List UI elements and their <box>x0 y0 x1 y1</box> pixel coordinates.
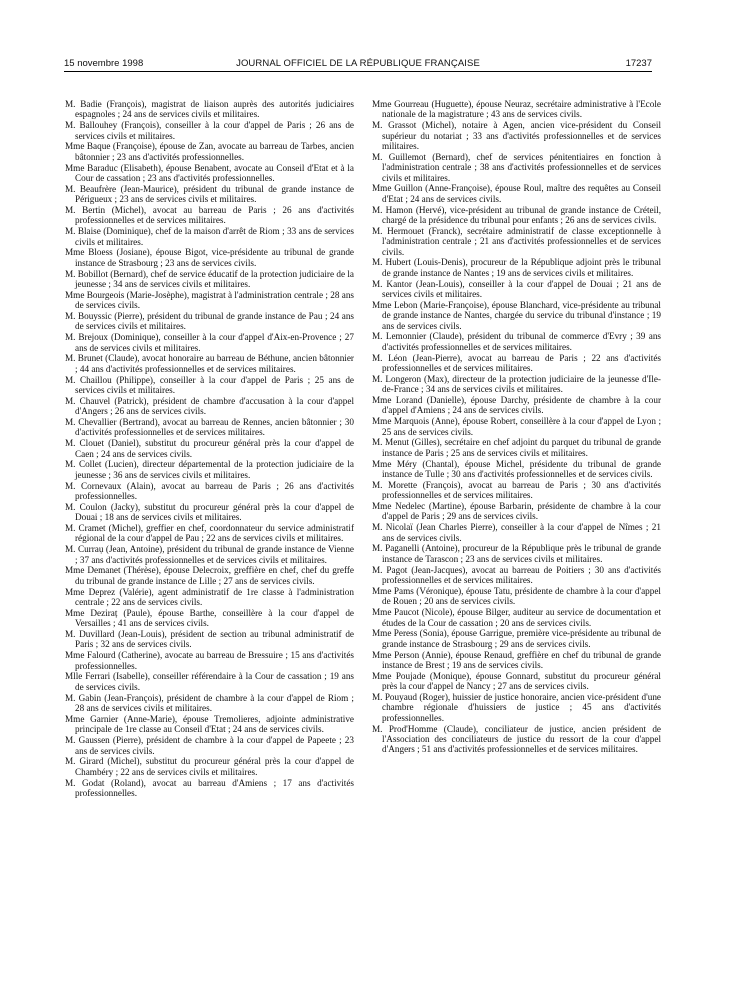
nomination-entry: M. Beaufrère (Jean-Maurice), président du tribunal de grande instance de Périgueux ; 23 ans de services civils et militaires. <box>65 183 354 205</box>
nomination-entry: Mme Demanet (Thérèse), épouse Delecroix, greffière en chef, chef du greffe du tribunal de grande instance de Lille ; 27 ans de services civils. <box>65 565 354 586</box>
nomination-entry: M. Guillemot (Bernard), chef de services pénitentiaires en fonction à l'administration centrale ; 38 ans d'activités professionnelles et de services civils et militaires. <box>372 151 661 183</box>
nomination-entry: Mme Falourd (Catherine), avocate au barreau de Bressuire ; 15 ans d'activités professionnelles. <box>65 650 354 671</box>
nomination-entry: Mme Méry (Chantal), épouse Michel, présidente du tribunal de grande instance de Tulle ; 30 ans d'activités professionnelles et de services civils. <box>372 458 661 480</box>
nomination-entry: Mme Person (Annie), épouse Renaud, greffière en chef du tribunal de grande instance de Brest ; 19 ans de services civils. <box>372 649 661 670</box>
nomination-entry: Mme Peress (Sonia), épouse Garrigue, première vice-présidente au tribunal de grande instance de Strasbourg ; 29 ans de services civils. <box>372 628 661 649</box>
nomination-entry: Mme Nedelec (Martine), épouse Barbarin, présidente de chambre à la cour d'appel de Paris ; 29 ans de services civils. <box>372 501 661 522</box>
page-header <box>64 56 652 72</box>
nomination-entry: Mme Pams (Véronique), épouse Tatu, présidente de chambre à la cour d'appel de Rouen ; 20 ans de services civils. <box>372 585 661 607</box>
nomination-entry: Mme Lebon (Marie-Françoise), épouse Blanchard, vice-présidente au tribunal de grande instance de Nantes, chargée du service du tribunal d'instance ; 19 ans de services civils. <box>372 299 661 331</box>
nomination-entry: Mme Poujade (Monique), épouse Gonnard, substitut du procureur général près la cour d'appel de Nancy ; 27 ans de services civils. <box>372 670 661 692</box>
nomination-entry: M. Chauvel (Patrick), président de chambre d'accusation à la cour d'appel d'Angers ; 26 ans de services civils. <box>65 395 354 417</box>
nomination-entry: M. Longeron (Max), directeur de la protection judiciaire de la jeunesse d'Ile-de-France ; 34 ans de services civils et militaires. <box>372 373 661 395</box>
header-rule <box>64 71 652 72</box>
nomination-entry: M. Hamon (Hervé), vice-président au tribunal de grande instance de Créteil, chargé de la présidence du tribunal pour enfants ; 26 ans de services civils. <box>372 204 661 226</box>
left-column <box>65 99 354 799</box>
nomination-entry: M. Prod'Homme (Claude), conciliateur de justice, ancien président de l'Association des conciliateurs de justice du ressort de la cour d'appel d'Angers ; 51 ans d'activités professionnelles et de services militaires. <box>372 723 661 755</box>
journal-title: JOURNAL OFFICIEL DE LA RÉPUBLIQUE FRANÇAISE <box>236 58 480 69</box>
page-number: 17237 <box>625 58 652 69</box>
nomination-entry: M. Hubert (Louis-Denis), procureur de la République adjoint près le tribunal de grande instance de Nantes ; 19 ans de services civils et militaires. <box>372 257 661 278</box>
nomination-entry: M. Godat (Roland), avocat au barreau d'Amiens ; 17 ans d'activités professionnelles. <box>65 777 354 798</box>
nomination-entry: M. Gabin (Jean-François), président de chambre à la cour d'appel de Riom ; 28 ans de services civils et militaires. <box>65 692 354 714</box>
nomination-entry: M. Cornevaux (Alain), avocat au barreau de Paris ; 26 ans d'activités professionnelles. <box>65 480 354 502</box>
nomination-entry: Mme Bloess (Josiane), épouse Bigot, vice-présidente au tribunal de grande instance de Strasbourg ; 23 ans de services civils. <box>65 247 354 268</box>
nomination-entry: M. Blaise (Dominique), chef de la maison d'arrêt de Riom ; 33 ans de services civils et militaires. <box>65 226 354 247</box>
nomination-entry: M. Badie (François), magistrat de liaison auprès des autorités judiciaires espagnoles ; 24 ans de services civils et militaires. <box>65 99 354 120</box>
publication-date: 15 novembre 1998 <box>64 58 144 69</box>
nomination-entry: M. Lemonnier (Claude), président du tribunal de commerce d'Evry ; 39 ans d'activités professionnelles et de services militaires. <box>372 331 661 352</box>
nomination-entry: M. Collet (Lucien), directeur départemental de la protection judiciaire de la jeunesse ; 36 ans de services civils et militaires. <box>65 459 354 480</box>
nomination-entry: Mme Marquois (Anne), épouse Robert, conseillère à la cour d'appel de Lyon ; 25 ans de services civils. <box>372 416 661 437</box>
nomination-entry: M. Curraụ (Jean, Antoine), président du tribunal de grande instance de Vienne ; 37 ans d'activités professionnelles et de services civils et militaires. <box>65 544 354 565</box>
nomination-entry: M. Bouyssic (Pierre), président du tribunal de grande instance de Pau ; 24 ans de services civils et militaires. <box>65 311 354 332</box>
nomination-entry: M. Nicolaï (Jean Charles Pierre), conseiller à la cour d'appel de Nîmes ; 21 ans de services civils. <box>372 522 661 543</box>
nomination-entry: M. Clouet (Daniel), substitut du procureur général près la cour d'appel de Caen ; 24 ans de services civils. <box>65 438 354 459</box>
nomination-entry: Mme Paucot (Nicole), épouse Bilger, auditeur au service de documentation et études de la Cour de cassation ; 20 ans de services civils. <box>372 607 661 628</box>
nomination-entry: M. Paganelli (Antoine), procureur de la République près le tribunal de grande instance de Tarascon ; 23 ans de services civils et militaires. <box>372 543 661 564</box>
nomination-entry: M. Pagot (Jean-Jacques), avocat au barreau de Poitiers ; 30 ans d'activités professionnelles et de services militaires. <box>372 564 661 586</box>
nomination-entry: M. Menut (Gilles), secrétaire en chef adjoint du parquet du tribunal de grande instance de Paris ; 25 ans de services civils et militaires. <box>372 437 661 458</box>
nomination-entry: Mlle Ferrari (Isabelle), conseiller référendaire à la Cour de cassation ; 19 ans de services civils. <box>65 671 354 692</box>
nomination-entry: M. Ballouhey (François), conseiller à la cour d'appel de Paris ; 26 ans de services civils et militaires. <box>65 120 354 141</box>
nomination-entry: M. Duvillard (Jean-Louis), président de section au tribunal administratif de Paris ; 32 ans de services civils. <box>65 629 354 650</box>
nomination-entry: M. Morette (François), avocat au barreau de Paris ; 30 ans d'activités professionnelles et de services militaires. <box>372 479 661 501</box>
nomination-entry: M. Cramet (Michel), greffier en chef, coordonnateur du service administratif régional de la cour d'appel de Pau ; 22 ans de services civils et militaires. <box>65 523 354 544</box>
nomination-entry: Mme Gourreau (Huguette), épouse Neuraz, secrétaire administrative à l'Ecole nationale de la magistrature ; 43 ans de services civils. <box>372 99 661 120</box>
nomination-entry: Mme Baraduc (Elisabeth), épouse Benabent, avocate au Conseil d'Etat et à la Cour de cassation ; 23 ans d'activités professionnelles. <box>65 162 354 184</box>
nomination-entry: Mme Deprez (Valérie), agent administratif de 1re classe à l'administration centrale ; 22 ans de services civils. <box>65 586 354 608</box>
nomination-entry: M. Gaussen (Pierre), président de chambre à la cour d'appel de Papeete ; 23 ans de services civils. <box>65 735 354 756</box>
nomination-entry: M. Chevallier (Bertrand), avocat au barreau de Rennes, ancien bâtonnier ; 30 d'activités professionnelles et de services militaires. <box>65 417 354 438</box>
right-column <box>372 99 661 755</box>
nomination-entry: Mme Lorand (Danielle), épouse Darchy, présidente de chambre à la cour d'appel d'Amiens ; 24 ans de services civils. <box>372 395 661 416</box>
nomination-entry: M. Chaillou (Philippe), conseiller à la cour d'appel de Paris ; 25 ans de services civils et militaires. <box>65 374 354 396</box>
nomination-entry: M. Léon (Jean-Pierre), avocat au barreau de Paris ; 22 ans d'activités professionnelles et de services militaires. <box>372 352 661 374</box>
nomination-entry: Mme Bourgeois (Marie-Josèphe), magistrat à l'administration centrale ; 28 ans de services civils. <box>65 289 354 311</box>
nomination-entry: M. Hermouet (Franck), secrétaire administratif de classe exceptionnelle à l'administration centrale ; 21 ans d'activités professionnelles et de services civils. <box>372 225 661 257</box>
nomination-entry: M. Brunet (Claude), avocat honoraire au barreau de Béthune, ancien bâtonnier ; 44 ans d'activités professionnelles et de services militaires. <box>65 353 354 374</box>
nomination-entry: M. Brejoux (Dominique), conseiller à la cour d'appel d'Aix-en-Provence ; 27 ans de services civils et militaires. <box>65 332 354 353</box>
nomination-entry: Mme Garnier (Anne-Marie), épouse Tremolieres, adjointe administrative principale de 1re classe au Conseil d'Etat ; 24 ans de services civils. <box>65 713 354 735</box>
nomination-entry: M. Bertin (Michel), avocat au barreau de Paris ; 26 ans d'activités professionnelles et de services militaires. <box>65 205 354 226</box>
nomination-entry: Mme Deziraț (Paule), épouse Barthe, conseillère à la cour d'appel de Versailles ; 41 ans de services civils. <box>65 607 354 629</box>
nomination-entry: Mme Baque (Françoise), épouse de Zan, avocate au barreau de Tarbes, ancien bâtonnier ; 23 ans d'activités professionnelles. <box>65 141 354 162</box>
nomination-entry: M. Grassot (Michel), notaire à Agen, ancien vice-président du Conseil supérieur du notariat ; 33 ans d'activités professionnelles et de services militaires. <box>372 120 661 152</box>
nomination-entry: M. Coulon (Jacky), substitut du procureur général près la cour d'appel de Douai ; 18 ans de services civils et militaires. <box>65 501 354 523</box>
nomination-entry: M. Bobillot (Bernard), chef de service éducatif de la protection judiciaire de la jeunesse ; 34 ans de services civils et militaires. <box>65 268 354 290</box>
nomination-entry: M. Girard (Michel), substitut du procureur général près la cour d'appel de Chambéry ; 22 ans de services civils et militaires. <box>65 756 354 777</box>
nomination-entry: M. Pouyaud (Roger), huissier de justice honoraire, ancien vice-président d'une chambre régionale d'huissiers de justice ; 45 ans d'activités professionnelles. <box>372 691 661 723</box>
nomination-entry: Mme Guillon (Anne-Françoise), épouse Roul, maître des requêtes au Conseil d'Etat ; 24 ans de services civils. <box>372 183 661 204</box>
nomination-entry: M. Kantor (Jean-Louis), conseiller à la cour d'appel de Douai ; 21 ans de services civils et militaires. <box>372 278 661 300</box>
